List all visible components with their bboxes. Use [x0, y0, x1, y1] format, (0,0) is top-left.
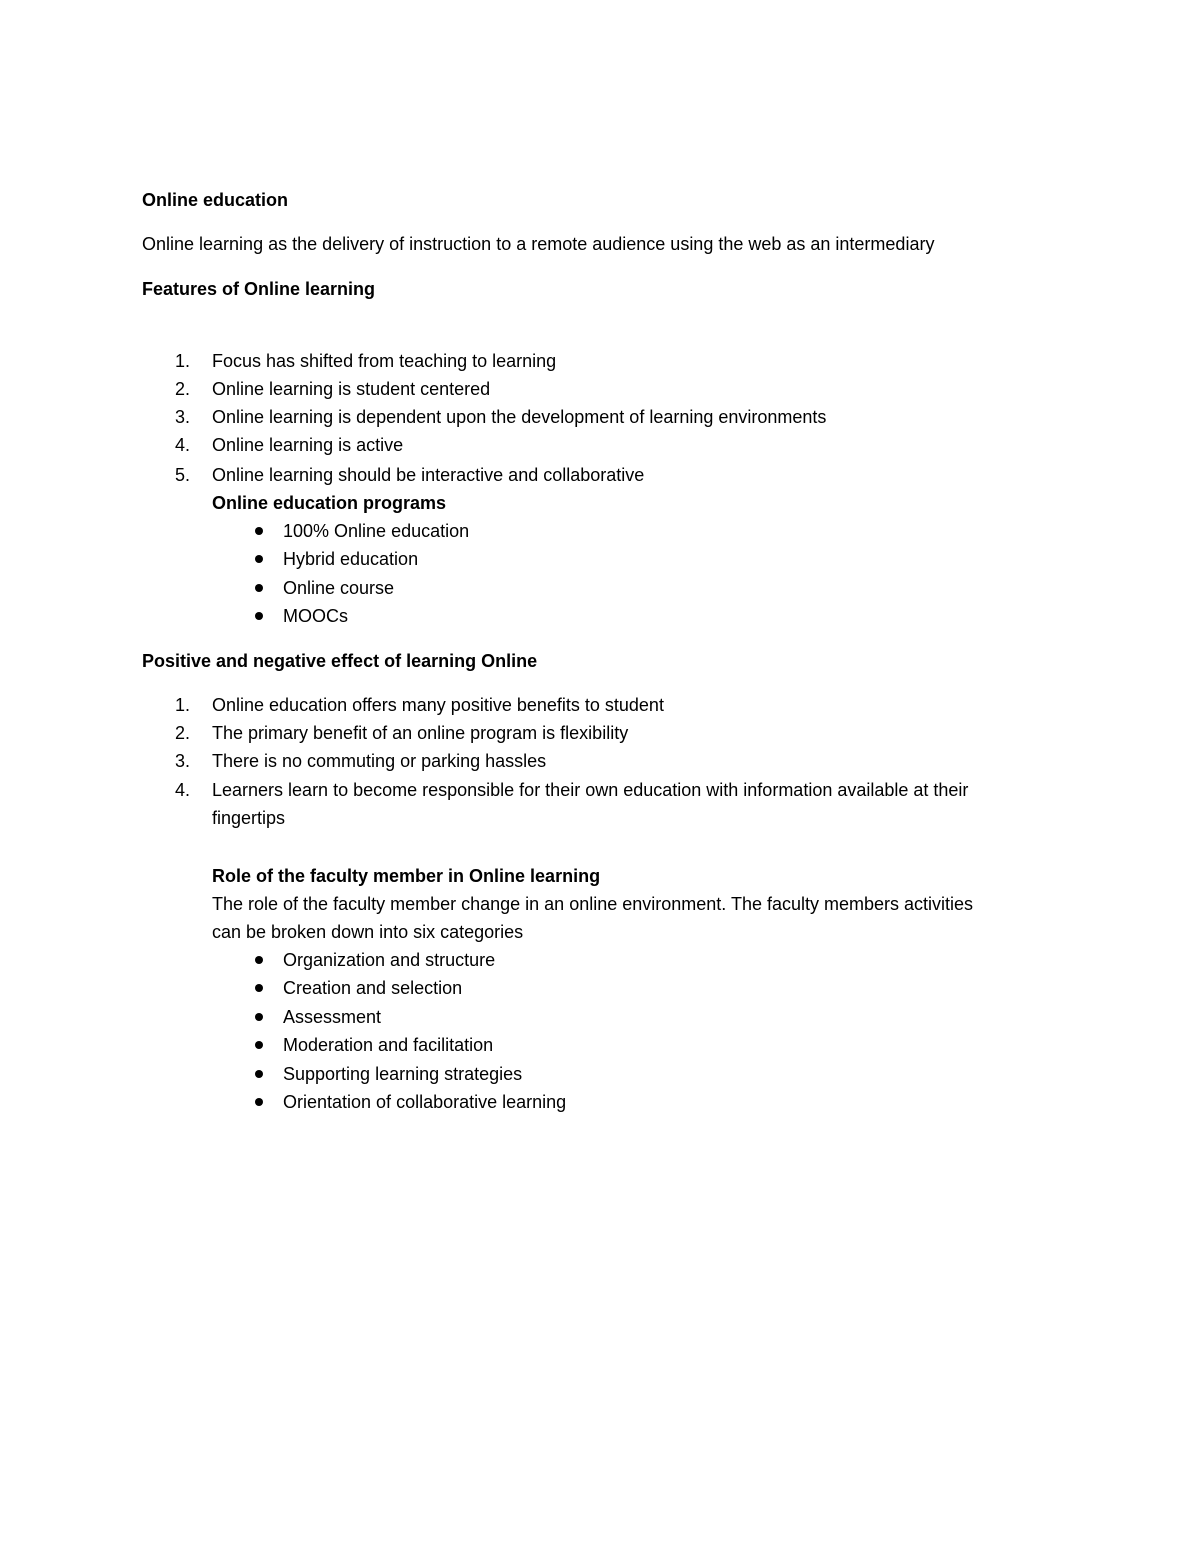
list-number: 2. [175, 723, 191, 743]
list-number: 1. [175, 351, 191, 371]
list-number: 3. [175, 407, 191, 427]
bullet-icon [255, 1041, 263, 1049]
intro-paragraph: Online learning as the delivery of instruction to a remote audience using the web as an intermediary [142, 234, 935, 254]
list-item: Learners learn to become responsible for their own education with information available at their [212, 780, 969, 800]
faculty-description: can be broken down into six categories [212, 922, 524, 942]
bullet-icon [255, 984, 263, 992]
list-item: There is no commuting or parking hassles [212, 751, 547, 771]
list-number: 2. [175, 379, 191, 399]
list-number: 4. [175, 780, 191, 800]
list-number: 1. [175, 695, 191, 715]
faculty-heading: Role of the faculty member in Online learning [212, 866, 601, 886]
bullet-icon [255, 612, 263, 620]
list-item: Online course [283, 578, 395, 598]
list-item: The primary benefit of an online program is flexibility [212, 723, 629, 743]
bullet-icon [255, 1013, 263, 1021]
list-item: Moderation and facilitation [283, 1035, 494, 1055]
list-item: Orientation of collaborative learning [283, 1092, 567, 1112]
list-number: 5. [175, 465, 191, 485]
bullet-icon [255, 1098, 263, 1106]
list-item: Organization and structure [283, 950, 496, 970]
bullet-icon [255, 584, 263, 592]
bullet-icon [255, 527, 263, 535]
list-item: Creation and selection [283, 978, 463, 998]
bullet-icon [255, 555, 263, 563]
effects-heading: Positive and negative effect of learning Online [142, 651, 538, 671]
list-item: Assessment [283, 1007, 382, 1027]
list-item: Online education offers many positive benefits to student [212, 695, 664, 715]
list-item: 100% Online education [283, 521, 470, 541]
list-item: Hybrid education [283, 549, 419, 569]
list-item: Online learning is active [212, 435, 404, 455]
list-item: Online learning should be interactive and collaborative [212, 465, 645, 485]
programs-heading: Online education programs [212, 493, 447, 513]
features-heading: Features of Online learning [142, 279, 376, 299]
list-item: MOOCs [283, 606, 348, 626]
faculty-description: The role of the faculty member change in an online environment. The faculty members activities [212, 894, 974, 914]
list-item: Online learning is student centered [212, 379, 491, 399]
document-title: Online education [142, 190, 289, 210]
bullet-icon [255, 1070, 263, 1078]
list-item: Focus has shifted from teaching to learning [212, 351, 557, 371]
list-number: 4. [175, 435, 191, 455]
bullet-icon [255, 956, 263, 964]
list-item-continuation: fingertips [212, 808, 286, 828]
list-item: Online learning is dependent upon the development of learning environments [212, 407, 827, 427]
list-item: Supporting learning strategies [283, 1064, 523, 1084]
list-number: 3. [175, 751, 191, 771]
